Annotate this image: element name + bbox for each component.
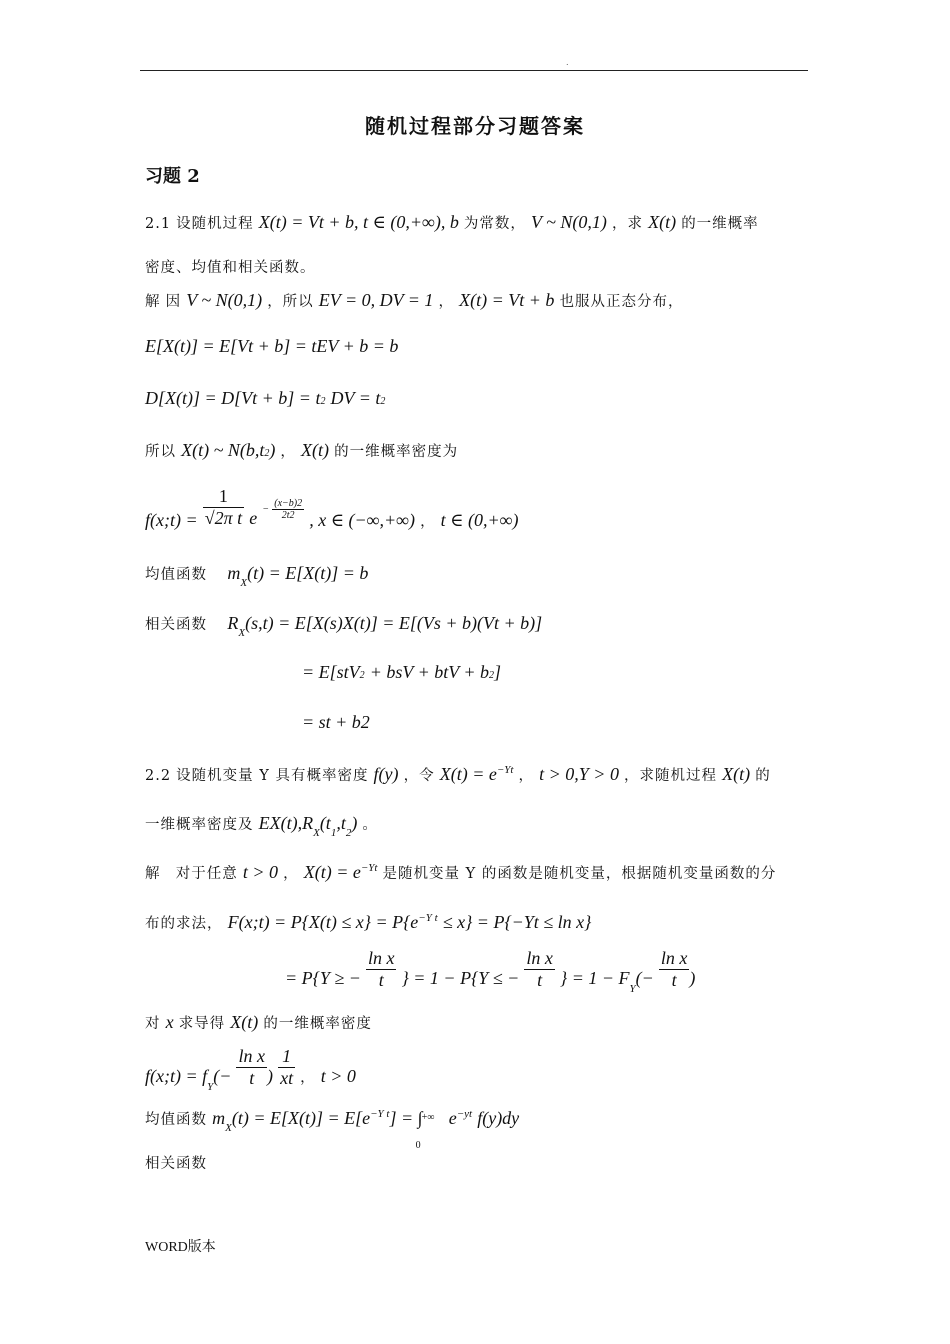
problem-2-2-line-1: 2.2 设随机变量 Y 具有概率密度 f(y) ，令 $X(t) = e^{-Yt}$ ， t > 0,Y > 0 ，求随机过程 X(t) 的: [145, 764, 771, 784]
mean-function: 均值函数 $m_X(t) = E[X(t)] = b$: [145, 563, 369, 589]
equation-variance: D[X(t)] = D[Vt + b] = t2 DV = t2: [145, 388, 386, 408]
correlation-label-2-2: 相关函数: [145, 1156, 207, 1172]
cdf-derivation: = P{Y ≥ − $\frac{\text{ln x}}{t}$ } = 1 − P{Y ≤ − $\frac{\text{ln x}}{t}$ } = $1 - F_Y(-$ $\frac{\text{ln x}}{t}$ ): [285, 948, 696, 995]
solution-2-1-line-1: 解 因 V ~ N(0,1) ，所以 EV = 0, DV = 1 ， X(t) = Vt + b 也服从正态分布，: [145, 290, 684, 310]
correlation-function: 相关函数 $R_X(s,t) = E[X(s)X(t)] = E[(Vs + b)(Vt + b)]$: [145, 613, 543, 639]
pdf-exponent: − $\frac{(x-b)2}{2t2}$: [262, 498, 303, 521]
density-formula: f(x;t) = $f_Y(-$ $\frac{\text{ln x}}{t}$ ) $\frac{1}{xt}$ ， t > 0: [145, 1046, 356, 1093]
footer-text: WORD版本: [145, 1240, 216, 1255]
mean-function-2-2: 均值函数 $m_X(t) = E[X(t)] = E[e^{-Y t}]$ = ∫ +∞ 0 $e^{-yt}$ f(y)dy: [145, 1108, 520, 1151]
solution-2-2-line-1: 解 对于任意 t > 0 ， $X(t) = e^{-Yt}$ 是随机变量 Y 的函数是随机变量，根据随机变量函数的分: [145, 862, 777, 882]
problem-2-1-line-1: 2.1 设随机过程 X(t) = Vt + b, t ∈ (0,+∞), b 为常数， V ~ N(0,1) ，求 X(t) 的一维概率: [145, 212, 759, 232]
header-dot: .: [566, 58, 569, 67]
correlation-line-3: = st + b2: [302, 712, 370, 732]
pdf-fraction: $\frac{1}{\text{√2π t}}$: [204, 486, 243, 528]
solution-2-2-line-2: 布的求法， F(x;t) = $P\{X(t) \le x\} = P\{e^{-Y t} \le x\} = P\{-Yt \le \ln x\}$: [145, 912, 592, 932]
section-heading: 习题 2: [145, 166, 200, 187]
derivative-statement: 对 x 求导得 X(t) 的一维概率密度: [145, 1012, 372, 1032]
problem-2-1-line-2: 密度、均值和相关函数。: [145, 260, 316, 276]
pdf-formula: f(x;t) = $\frac{1}{\text{√2π t}}$ e − $\frac{(x-b)2}{2t2}$ , x ∈ (−∞,+∞) ， t ∈ (0,+∞): [145, 486, 519, 530]
page-title: 随机过程部分习题答案: [365, 114, 585, 138]
problem-2-2-line-2: 一维概率密度及 $EX(t),R_X(t_1,t_2)$ 。: [145, 813, 378, 839]
equation-expectation: E[X(t)] = E[Vt + b] = tEV + b = b: [145, 336, 399, 356]
header-rule: [140, 70, 808, 71]
correlation-line-2: = E[stV2 + bsV + btV + b2]: [302, 662, 502, 682]
distribution-statement: 所以 X(t) ~ N(b,t2) ， X(t) 的一维概率密度为: [145, 440, 459, 460]
